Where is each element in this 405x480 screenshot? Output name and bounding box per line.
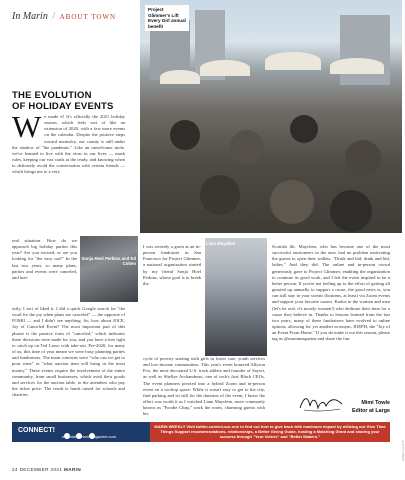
marin-weekly-promo: MARIN WEEKLY Visit twitter.com/ed-our-one to find out how to give back with maximum impact by utilizing our Give Time Things Support recommendations, relationships, a Better Giving Guide, hosting a Matching Grant and sharing your success through "Your Voices" and "Better Makers." bbox=[150, 422, 390, 442]
article-column-1-mid: real situation. How do we approach big holiday parties this year? Are you excited, or are you looking for "the easy out?" In the last two years, so many plans, parties and events were canceled, and hon- bbox=[12, 238, 77, 280]
article-column-1-end: estly, I sort of liked it. I did a quick Google search for "the word for the joy when plans are canceled" — the opposite of FOMO — and I didn't see anything. So, how about JOCE, Joy of Canceled Event? The most important part of this phrase is the passive form of "canceled," which indicates these decisions were made for you, and you have a free right to catch up on Ted Lasso with take-out. Pre-2020, for many of us, this time of year meant we were busy planning parties and fundraisers. The main concerns were "who can we get to pour wine" or "what auction item will bring in the most money." These events require the involvement of the entire community, from small businesses, which avail their goods and services for the auction table, to the attendees who pay the ticket price. The result is funds raised for schools and charities. bbox=[12, 306, 125, 398]
auctioneer-photo-caption: Liam Mayclem bbox=[206, 241, 236, 246]
connect-banner bbox=[12, 422, 152, 442]
article-column-2-continued: cycle of poverty starting with girls in foster care, youth services and low-income communities. This year's event honored Allyson Fox, the most decorated U.S. track athlete and founder of Sayvit, as well as Shellye Archambeau, one of tech's first Black CEOs. The event planners pivoted into a hybrid Zoom and in-person event on a rooftop space. While it wasn't easy to get to the city, find parking and sit still for the duration of the event, I knew the effort was worth it as I watched Liam Mayclem, more commonly known as "Foodie Chap," work the room, charming guests with his bbox=[143, 356, 265, 417]
guests-photo bbox=[80, 236, 138, 302]
title-line-1: THE EVOLUTION bbox=[12, 90, 92, 101]
article-column-2: I was recently a guest at an in-person fundraiser in San Francisco for Project Glimmer, a national organization started by my friend Sonja Hoel Perkins, whose goal is to break the bbox=[143, 244, 201, 286]
author-title: Editor at Large bbox=[351, 408, 390, 414]
photo-credit: GREG ALLOTT bbox=[401, 440, 405, 461]
article-column-1-intro bbox=[12, 109, 125, 176]
author-name: Mimi Towle bbox=[361, 400, 390, 406]
section-header bbox=[12, 11, 116, 22]
intro-text: e made it! It's officially the 2021 holiday season, which feels sort of like an extension of 2020, with a few more events on the calendar. Despite the positive steps toward normalcy, our county is still under the shadow of "the pandemic." Like an unwelcome mole, we've learned to live with the virus in our lives — mask rules, keeping our vax cards at the ready, and knowing when to delicately avoid the conversation with certain friends — which brings me to a very bbox=[12, 114, 125, 175]
page-folio: 24 DECEMBER 2021 bbox=[12, 467, 63, 472]
signature-graphic bbox=[298, 392, 344, 414]
connect-label: CONNECT! bbox=[18, 427, 55, 434]
auctioneer-photo bbox=[205, 238, 267, 356]
main-photo-caption: Project Glimmer's Lift Every Girl annual benefit bbox=[145, 5, 189, 31]
rooftop-event-photo bbox=[140, 0, 402, 233]
drop-cap: W bbox=[12, 109, 42, 144]
magazine-name: MARIN bbox=[64, 467, 82, 472]
brand-label: In Marin bbox=[12, 11, 48, 22]
section-label: ABOUT TOWN bbox=[59, 13, 117, 21]
title-line-2: OF HOLIDAY EVENTS bbox=[12, 101, 114, 112]
editorial-email-link[interactable]: editorial@marinmagazine.com bbox=[62, 434, 117, 439]
header-separator: / bbox=[52, 11, 56, 22]
article-column-3: Scottish lilt. Mayclem, who has become one of the most successful auctioneers in the area, had no problem motivating the guests to open their wallets: "Drink and bid, drink and bid, ladies." And they did. The online and in-person crowd generously gave to Project Glimmer, enabling the organization to continue its good work, and I left the event inspired to be a better person. If you're not feeling up to the effort of getting all gussied up annually to support a cause, the good news is, you can still stay in your sweats (bottoms, at least) via Zoom events and support your favorite causes. Kudos to the women and men (let's be real, it's mostly women!) who dedicate their time for a cause they believe in. Thanks to lessons learned from the last two years, many of these fundraisers have evolved to online options, allowing for yet another acronym, JOEPH, the "Joy of an Event From Home." If you do make it out this season, please tag us @marinmagazine and share the fun. bbox=[272, 244, 390, 342]
guests-photo-caption: Sonja Hoel Perkins and Ed Cohen bbox=[81, 256, 136, 266]
page-footer bbox=[12, 467, 81, 472]
